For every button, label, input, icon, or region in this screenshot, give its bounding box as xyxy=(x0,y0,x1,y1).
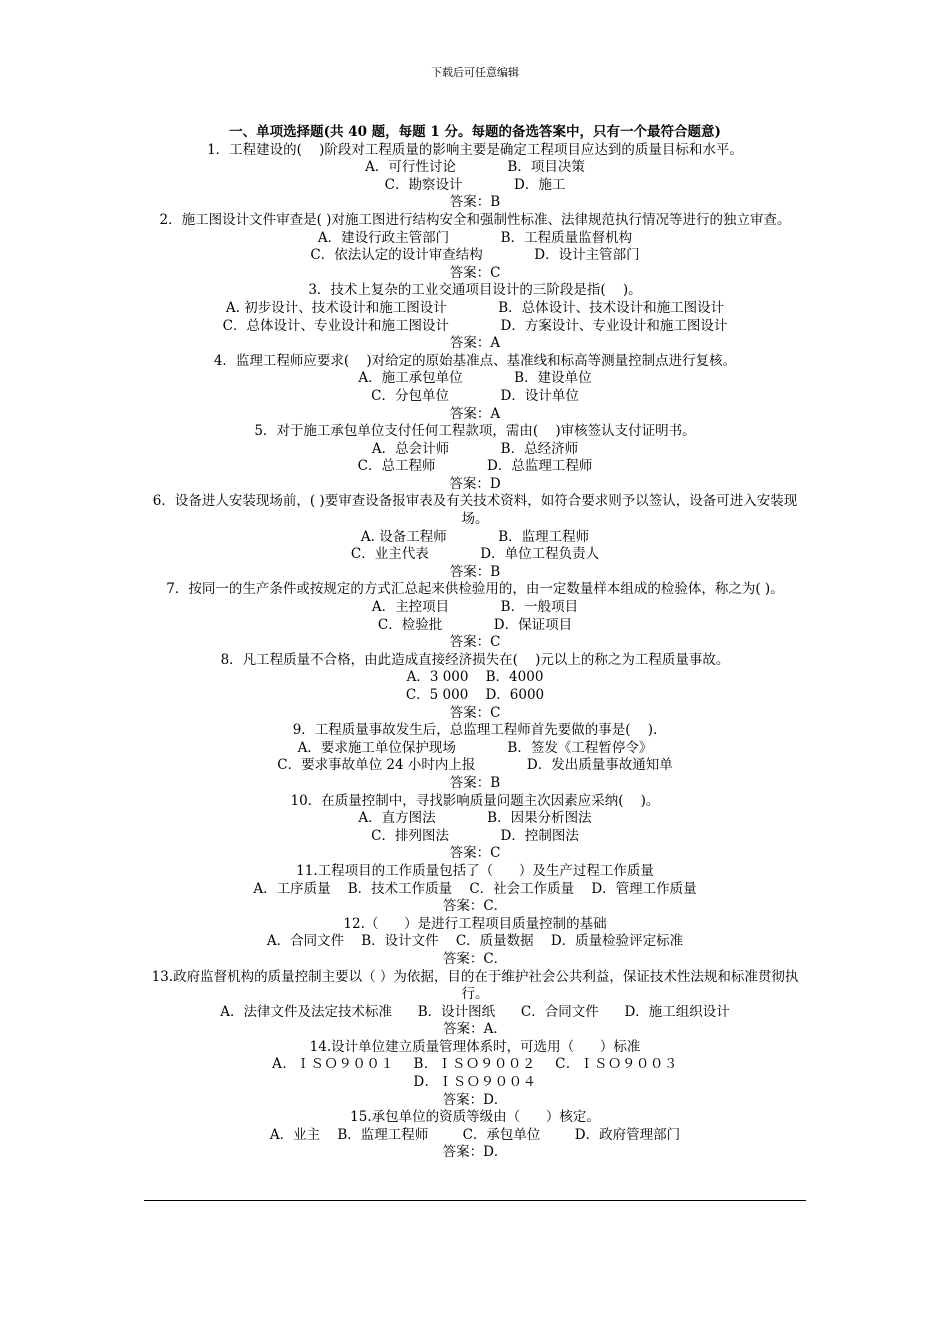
question-6-answer: 答案：B xyxy=(449,563,501,580)
question-12-options-row-1: A．合同文件 B．设计文件 C．质量数据 D．质量检验评定标准 xyxy=(266,933,684,950)
question-4-stem: 4．监理工程师应要求( )对给定的原始基准点、基准线和标高等测量控制点进行复核。 xyxy=(213,352,737,369)
question-3-stem: 3．技术上复杂的工业交通项目设计的三阶段是指( )。 xyxy=(308,282,642,299)
question-2-options-row-2: C．依法认定的设计审查结构 D．设计主管部门 xyxy=(310,247,640,264)
question-11-stem: 11.工程项目的工作质量包括了（ ）及生产过程工作质量 xyxy=(296,862,654,879)
question-1-options-row-1: A．可行性讨论 B．项目决策 xyxy=(365,159,585,176)
bottom-rule xyxy=(144,1200,806,1201)
question-1-stem: 1．工程建设的( )阶段对工程质量的影响主要是确定工程项目应达到的质量目标和水平。 xyxy=(207,141,743,158)
question-5-answer: 答案：D xyxy=(449,475,501,492)
question-10-stem: 10．在质量控制中，寻找影响质量问题主次因素应采纳( )。 xyxy=(290,792,660,809)
question-6-stem: 6．设备进人安装现场前，( )要审查设备报审表及有关技术资料，如符合要求则予以签认，设备可进入安装现场。 xyxy=(152,493,798,528)
question-13-stem: 13.政府监督机构的质量控制主要以（ ）为依据，目的在于维护社会公共利益，保证技术性法规和标准贯彻执行。 xyxy=(151,968,799,1003)
question-12-answer: 答案：C． xyxy=(442,950,508,967)
question-10-options-row-1: A．直方图法 B．因果分析图法 xyxy=(358,810,592,827)
question-7-answer: 答案：C xyxy=(449,634,501,651)
question-2-options-row-1: A．建设行政主管部门 B．工程质量监督机构 xyxy=(317,229,633,246)
question-5-stem: 5．对于施工承包单位支付任何工程款项，需由( )审核签认支付证明书。 xyxy=(254,423,696,440)
question-9-options-row-2: C．要求事故单位 24 小时内上报 D．发出质量事故通知单 xyxy=(277,757,673,774)
question-7-options-row-1: A．主控项目 B．一般项目 xyxy=(371,599,579,616)
question-8-answer: 答案：C xyxy=(449,704,501,721)
question-15-answer: 答案：D． xyxy=(442,1144,508,1161)
question-8-options-row-2: C．5 000 D．6000 xyxy=(405,687,545,703)
question-14-options-row-1: A．ＩＳＯ９００１ B．ＩＳＯ９００２ C．ＩＳＯ９００３ xyxy=(272,1056,678,1073)
question-4-options-row-2: C．分包单位 D．设计单位 xyxy=(371,387,579,404)
question-10-options-row-2: C．排列图法 D．控制图法 xyxy=(371,827,579,844)
question-2-stem: 2．施工图设计文件审查是( )对施工图进行结构安全和强制性标准、法律规范执行情况等进行的独立审查。 xyxy=(159,211,791,228)
question-3-options-row-1: A. 初步设计、技术设计和施工图设计 B．总体设计、技术设计和施工图设计 xyxy=(225,299,725,316)
question-5-options-row-1: A．总会计师 B．总经济师 xyxy=(371,440,579,457)
question-8-stem: 8．凡工程质量不合格，由此造成直接经济损失在( )元以上的称之为工程质量事故。 xyxy=(220,651,730,668)
question-1-options-row-2: C．勘察设计 D．施工 xyxy=(384,176,566,193)
question-13-answer: 答案：A． xyxy=(443,1021,507,1038)
question-9-answer: 答案：B xyxy=(449,774,501,791)
header-note: 下载后可任意编辑 xyxy=(431,66,519,79)
question-15-stem: 15.承包单位的资质等级由（ ）核定。 xyxy=(350,1109,600,1126)
question-7-options-row-2: C．检验批 D．保证项目 xyxy=(377,616,573,633)
question-10-answer: 答案：C xyxy=(449,845,501,862)
question-12-stem: 12.（ ）是进行工程项目质量控制的基础 xyxy=(343,915,607,932)
question-15-options-row-1: A．业主 B．监理工程师 C．承包单位 D．政府管理部门 xyxy=(269,1126,681,1143)
question-11-options-row-1: A．工序质量 B．技术工作质量 C．社会工作质量 D．管理工作质量 xyxy=(253,880,697,897)
question-11-answer: 答案：C． xyxy=(442,898,508,915)
question-7-stem: 7．按同一的生产条件或按规定的方式汇总起来供检验用的，由一定数量样本组成的检验体，称之为( )。 xyxy=(166,581,784,598)
section-title: 一、单项选择题(共 40 题，每题 1 分。每题的备选答案中，只有一个最符合题意) xyxy=(229,124,721,140)
question-8-options-row-1: A．3 000 B．4000 xyxy=(406,669,544,686)
question-6-options-row-2: C．业主代表 D．单位工程负责人 xyxy=(350,546,600,563)
question-9-options-row-1: A．要求施工单位保护现场 B．签发《工程暂停令》 xyxy=(297,739,653,756)
question-14-options-row-2: D．ＩＳＯ９００４ xyxy=(413,1074,537,1091)
question-9-stem: 9．工程质量事故发生后，总监理工程师首先要做的事是( ). xyxy=(292,722,658,739)
question-1-answer: 答案：B xyxy=(449,194,501,211)
question-5-options-row-2: C．总工程师 D．总监理工程师 xyxy=(357,458,593,475)
question-14-answer: 答案：D． xyxy=(442,1091,508,1108)
exam-content xyxy=(144,124,806,1162)
question-2-answer: 答案：C xyxy=(449,264,501,281)
question-14-stem: 14.设计单位建立质量管理体系时，可选用（ ）标准 xyxy=(309,1038,641,1055)
question-13-options-row-1: A．法律文件及法定技术标准 B．设计图纸 C．合同文件 D．施工组织设计 xyxy=(220,1003,730,1020)
question-3-options-row-2: C．总体设计、专业设计和施工图设计 D．方案设计、专业设计和施工图设计 xyxy=(222,317,728,334)
question-3-answer: 答案：A xyxy=(449,335,501,352)
question-4-answer: 答案：A xyxy=(449,405,501,422)
question-6-options-row-1: A. 设备工程师 B．监理工程师 xyxy=(360,528,590,545)
question-4-options-row-1: A．施工承包单位 B．建设单位 xyxy=(358,370,592,387)
